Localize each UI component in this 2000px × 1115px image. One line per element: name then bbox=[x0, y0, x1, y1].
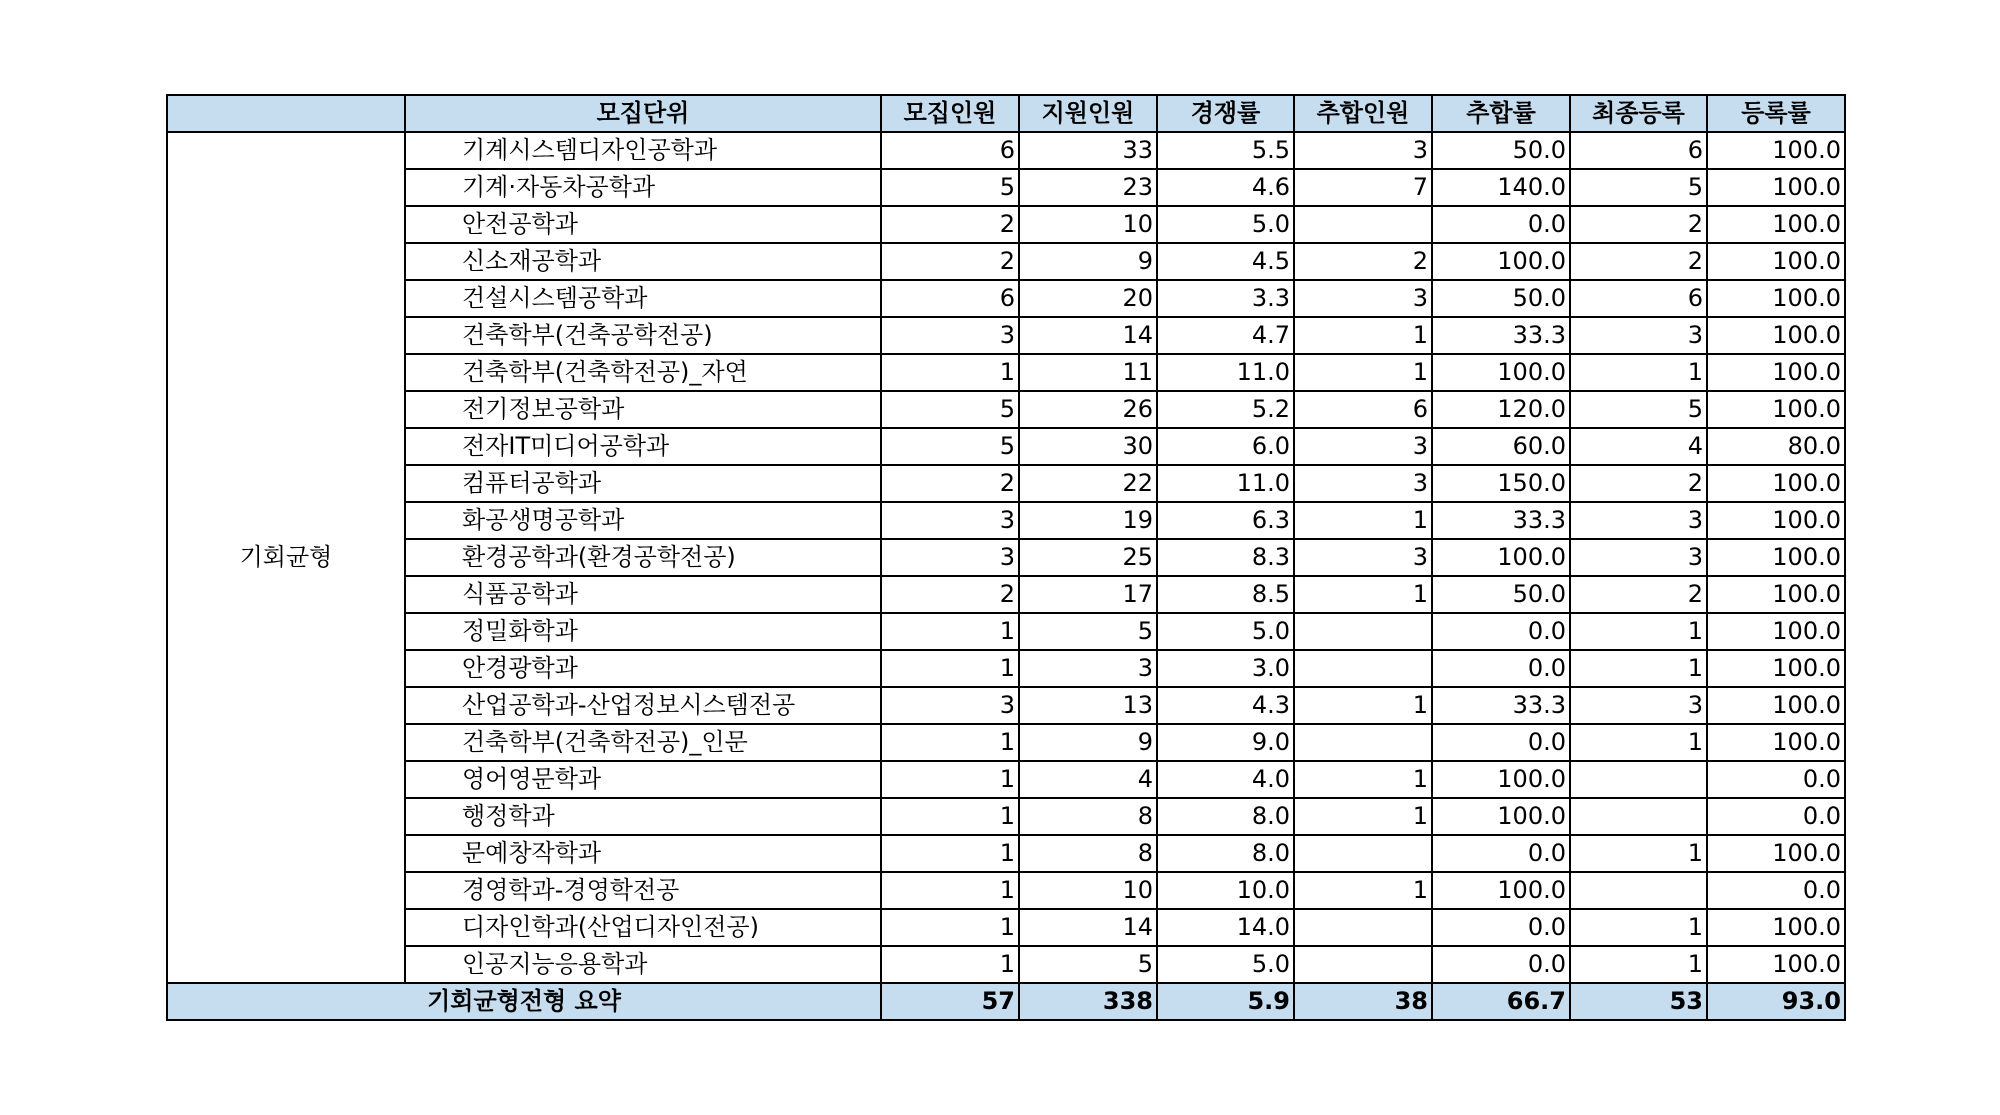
unit-name-cell: 건축학부(건축학전공)_인문 bbox=[405, 724, 881, 761]
header-cell-registration-rate: 등록률 bbox=[1707, 95, 1845, 132]
unit-name-cell: 문예창작학과 bbox=[405, 835, 881, 872]
value-cell: 1 bbox=[881, 835, 1019, 872]
value-cell: 100.0 bbox=[1707, 946, 1845, 983]
table-row bbox=[167, 872, 1845, 909]
summary-row bbox=[167, 983, 1845, 1020]
value-cell: 0.0 bbox=[1432, 909, 1570, 946]
value-cell: 11 bbox=[1019, 354, 1157, 391]
unit-name-cell: 건축학부(건축공학전공) bbox=[405, 317, 881, 354]
table-row bbox=[167, 317, 1845, 354]
value-cell: 11.0 bbox=[1157, 354, 1294, 391]
value-cell bbox=[1294, 613, 1432, 650]
value-cell: 33.3 bbox=[1432, 502, 1570, 539]
group-label-cell: 기회균형 bbox=[167, 132, 405, 983]
value-cell bbox=[1294, 835, 1432, 872]
value-cell: 0.0 bbox=[1707, 761, 1845, 798]
value-cell: 0.0 bbox=[1432, 650, 1570, 687]
value-cell: 8 bbox=[1019, 798, 1157, 835]
summary-cell: 53 bbox=[1570, 983, 1707, 1020]
value-cell: 10 bbox=[1019, 206, 1157, 243]
value-cell: 100.0 bbox=[1707, 613, 1845, 650]
value-cell: 8.3 bbox=[1157, 539, 1294, 576]
table-row bbox=[167, 576, 1845, 613]
value-cell: 120.0 bbox=[1432, 391, 1570, 428]
value-cell: 1 bbox=[1294, 354, 1432, 391]
unit-name-cell: 건축학부(건축학전공)_자연 bbox=[405, 354, 881, 391]
value-cell: 150.0 bbox=[1432, 465, 1570, 502]
value-cell: 0.0 bbox=[1432, 613, 1570, 650]
value-cell: 6 bbox=[1570, 132, 1707, 169]
table-body bbox=[167, 132, 1845, 983]
value-cell: 3 bbox=[1294, 428, 1432, 465]
unit-name-cell: 기계·자동차공학과 bbox=[405, 169, 881, 206]
value-cell: 2 bbox=[1570, 465, 1707, 502]
table-row bbox=[167, 502, 1845, 539]
value-cell: 5.2 bbox=[1157, 391, 1294, 428]
table-row bbox=[167, 798, 1845, 835]
value-cell: 1 bbox=[881, 909, 1019, 946]
unit-name-cell: 컴퓨터공학과 bbox=[405, 465, 881, 502]
value-cell: 2 bbox=[1570, 243, 1707, 280]
value-cell: 50.0 bbox=[1432, 132, 1570, 169]
summary-cell: 57 bbox=[881, 983, 1019, 1020]
unit-name-cell: 신소재공학과 bbox=[405, 243, 881, 280]
value-cell: 1 bbox=[1294, 872, 1432, 909]
value-cell: 3 bbox=[1570, 317, 1707, 354]
value-cell: 140.0 bbox=[1432, 169, 1570, 206]
value-cell: 50.0 bbox=[1432, 280, 1570, 317]
value-cell: 1 bbox=[881, 724, 1019, 761]
header-row bbox=[167, 95, 1845, 132]
unit-name-cell: 식품공학과 bbox=[405, 576, 881, 613]
table-row bbox=[167, 687, 1845, 724]
value-cell: 3 bbox=[1294, 539, 1432, 576]
value-cell: 100.0 bbox=[1432, 798, 1570, 835]
unit-name-cell: 산업공학과-산업정보시스템전공 bbox=[405, 687, 881, 724]
value-cell: 5 bbox=[1019, 946, 1157, 983]
value-cell: 17 bbox=[1019, 576, 1157, 613]
header-cell-additional-rate: 추합률 bbox=[1432, 95, 1570, 132]
table-row bbox=[167, 280, 1845, 317]
value-cell: 2 bbox=[1570, 576, 1707, 613]
value-cell: 1 bbox=[1294, 576, 1432, 613]
table-row bbox=[167, 354, 1845, 391]
value-cell: 23 bbox=[1019, 169, 1157, 206]
value-cell: 50.0 bbox=[1432, 576, 1570, 613]
value-cell: 1 bbox=[1570, 909, 1707, 946]
value-cell: 0.0 bbox=[1432, 724, 1570, 761]
unit-name-cell: 안전공학과 bbox=[405, 206, 881, 243]
value-cell: 5.0 bbox=[1157, 613, 1294, 650]
value-cell: 100.0 bbox=[1707, 576, 1845, 613]
value-cell: 6 bbox=[1570, 280, 1707, 317]
table-row bbox=[167, 835, 1845, 872]
value-cell: 80.0 bbox=[1707, 428, 1845, 465]
value-cell: 1 bbox=[1570, 613, 1707, 650]
value-cell: 10.0 bbox=[1157, 872, 1294, 909]
value-cell: 4.7 bbox=[1157, 317, 1294, 354]
unit-name-cell: 건설시스템공학과 bbox=[405, 280, 881, 317]
value-cell: 1 bbox=[1294, 317, 1432, 354]
value-cell bbox=[1294, 206, 1432, 243]
unit-name-cell: 화공생명공학과 bbox=[405, 502, 881, 539]
summary-label: 기회균형전형 요약 bbox=[167, 983, 881, 1020]
value-cell: 100.0 bbox=[1707, 502, 1845, 539]
value-cell: 100.0 bbox=[1707, 354, 1845, 391]
summary-cell: 66.7 bbox=[1432, 983, 1570, 1020]
value-cell: 9.0 bbox=[1157, 724, 1294, 761]
value-cell: 6 bbox=[881, 280, 1019, 317]
value-cell: 100.0 bbox=[1707, 835, 1845, 872]
value-cell: 60.0 bbox=[1432, 428, 1570, 465]
value-cell: 2 bbox=[881, 465, 1019, 502]
value-cell: 6.3 bbox=[1157, 502, 1294, 539]
value-cell: 1 bbox=[1294, 687, 1432, 724]
value-cell: 100.0 bbox=[1432, 354, 1570, 391]
value-cell: 4.6 bbox=[1157, 169, 1294, 206]
value-cell: 0.0 bbox=[1707, 798, 1845, 835]
value-cell: 3 bbox=[1570, 687, 1707, 724]
value-cell: 6 bbox=[1294, 391, 1432, 428]
summary-cell: 338 bbox=[1019, 983, 1157, 1020]
value-cell: 22 bbox=[1019, 465, 1157, 502]
value-cell: 33 bbox=[1019, 132, 1157, 169]
value-cell: 5 bbox=[1019, 613, 1157, 650]
value-cell: 7 bbox=[1294, 169, 1432, 206]
value-cell: 100.0 bbox=[1707, 650, 1845, 687]
value-cell: 10 bbox=[1019, 872, 1157, 909]
value-cell: 5.0 bbox=[1157, 946, 1294, 983]
value-cell: 1 bbox=[1294, 798, 1432, 835]
summary-cell: 93.0 bbox=[1707, 983, 1845, 1020]
table-row bbox=[167, 428, 1845, 465]
value-cell: 3 bbox=[1294, 132, 1432, 169]
value-cell: 3 bbox=[1570, 539, 1707, 576]
value-cell: 5.0 bbox=[1157, 206, 1294, 243]
header-cell-applicants: 지원인원 bbox=[1019, 95, 1157, 132]
value-cell: 1 bbox=[881, 761, 1019, 798]
value-cell: 100.0 bbox=[1432, 761, 1570, 798]
unit-name-cell: 경영학과-경영학전공 bbox=[405, 872, 881, 909]
table-row bbox=[167, 169, 1845, 206]
value-cell: 5.5 bbox=[1157, 132, 1294, 169]
unit-name-cell: 인공지능응용학과 bbox=[405, 946, 881, 983]
value-cell: 100.0 bbox=[1432, 539, 1570, 576]
unit-name-cell: 전자IT미디어공학과 bbox=[405, 428, 881, 465]
value-cell: 1 bbox=[1294, 502, 1432, 539]
value-cell: 2 bbox=[1570, 206, 1707, 243]
value-cell: 3 bbox=[1019, 650, 1157, 687]
value-cell: 4.0 bbox=[1157, 761, 1294, 798]
value-cell: 1 bbox=[1570, 835, 1707, 872]
value-cell: 100.0 bbox=[1707, 169, 1845, 206]
value-cell: 3 bbox=[1294, 465, 1432, 502]
value-cell: 3 bbox=[881, 539, 1019, 576]
value-cell: 100.0 bbox=[1707, 132, 1845, 169]
value-cell: 6 bbox=[881, 132, 1019, 169]
value-cell: 14 bbox=[1019, 909, 1157, 946]
value-cell: 9 bbox=[1019, 243, 1157, 280]
value-cell: 100.0 bbox=[1432, 243, 1570, 280]
value-cell: 2 bbox=[881, 576, 1019, 613]
unit-name-cell: 전기정보공학과 bbox=[405, 391, 881, 428]
value-cell: 1 bbox=[1294, 761, 1432, 798]
value-cell: 3 bbox=[881, 687, 1019, 724]
unit-name-cell: 디자인학과(산업디자인전공) bbox=[405, 909, 881, 946]
value-cell: 100.0 bbox=[1432, 872, 1570, 909]
header-cell-competition: 경쟁률 bbox=[1157, 95, 1294, 132]
table-row bbox=[167, 909, 1845, 946]
value-cell bbox=[1570, 798, 1707, 835]
summary-cell: 38 bbox=[1294, 983, 1432, 1020]
value-cell: 1 bbox=[881, 798, 1019, 835]
header-cell-group bbox=[167, 95, 405, 132]
value-cell: 1 bbox=[1570, 724, 1707, 761]
unit-name-cell: 행정학과 bbox=[405, 798, 881, 835]
value-cell: 8.0 bbox=[1157, 835, 1294, 872]
value-cell: 3 bbox=[881, 502, 1019, 539]
value-cell: 4.5 bbox=[1157, 243, 1294, 280]
value-cell: 19 bbox=[1019, 502, 1157, 539]
value-cell: 4 bbox=[1019, 761, 1157, 798]
table-row bbox=[167, 243, 1845, 280]
unit-name-cell: 영어영문학과 bbox=[405, 761, 881, 798]
header-cell-final-registered: 최종등록 bbox=[1570, 95, 1707, 132]
value-cell: 3.3 bbox=[1157, 280, 1294, 317]
value-cell: 1 bbox=[1570, 650, 1707, 687]
value-cell: 4 bbox=[1570, 428, 1707, 465]
table-row bbox=[167, 613, 1845, 650]
value-cell: 100.0 bbox=[1707, 909, 1845, 946]
value-cell bbox=[1570, 872, 1707, 909]
value-cell: 1 bbox=[1570, 354, 1707, 391]
value-cell: 14 bbox=[1019, 317, 1157, 354]
value-cell: 1 bbox=[881, 354, 1019, 391]
value-cell: 26 bbox=[1019, 391, 1157, 428]
admission-table bbox=[166, 94, 1846, 1021]
value-cell: 8.5 bbox=[1157, 576, 1294, 613]
value-cell bbox=[1294, 724, 1432, 761]
value-cell: 100.0 bbox=[1707, 206, 1845, 243]
value-cell: 3.0 bbox=[1157, 650, 1294, 687]
table-row bbox=[167, 650, 1845, 687]
unit-name-cell: 기계시스템디자인공학과 bbox=[405, 132, 881, 169]
value-cell bbox=[1294, 946, 1432, 983]
value-cell: 2 bbox=[881, 243, 1019, 280]
header-cell-quota: 모집인원 bbox=[881, 95, 1019, 132]
value-cell: 8.0 bbox=[1157, 798, 1294, 835]
value-cell: 14.0 bbox=[1157, 909, 1294, 946]
value-cell: 100.0 bbox=[1707, 724, 1845, 761]
unit-name-cell: 정밀화학과 bbox=[405, 613, 881, 650]
value-cell: 1 bbox=[1570, 946, 1707, 983]
unit-name-cell: 안경광학과 bbox=[405, 650, 881, 687]
summary-cell: 5.9 bbox=[1157, 983, 1294, 1020]
table-row bbox=[167, 946, 1845, 983]
header-cell-additional: 추합인원 bbox=[1294, 95, 1432, 132]
value-cell: 100.0 bbox=[1707, 539, 1845, 576]
value-cell: 5 bbox=[881, 169, 1019, 206]
value-cell: 0.0 bbox=[1432, 835, 1570, 872]
value-cell: 1 bbox=[881, 613, 1019, 650]
value-cell: 25 bbox=[1019, 539, 1157, 576]
value-cell: 3 bbox=[1294, 280, 1432, 317]
value-cell bbox=[1570, 761, 1707, 798]
value-cell: 3 bbox=[881, 317, 1019, 354]
value-cell: 4.3 bbox=[1157, 687, 1294, 724]
value-cell: 5 bbox=[881, 391, 1019, 428]
value-cell: 100.0 bbox=[1707, 687, 1845, 724]
value-cell: 20 bbox=[1019, 280, 1157, 317]
value-cell: 5 bbox=[881, 428, 1019, 465]
table-row bbox=[167, 724, 1845, 761]
table-row bbox=[167, 132, 1845, 169]
table-row bbox=[167, 761, 1845, 798]
value-cell: 30 bbox=[1019, 428, 1157, 465]
value-cell: 9 bbox=[1019, 724, 1157, 761]
value-cell: 2 bbox=[881, 206, 1019, 243]
value-cell: 1 bbox=[881, 650, 1019, 687]
value-cell: 100.0 bbox=[1707, 243, 1845, 280]
value-cell: 100.0 bbox=[1707, 391, 1845, 428]
value-cell: 0.0 bbox=[1432, 946, 1570, 983]
table-row bbox=[167, 539, 1845, 576]
value-cell: 100.0 bbox=[1707, 280, 1845, 317]
value-cell: 5 bbox=[1570, 391, 1707, 428]
table-row bbox=[167, 206, 1845, 243]
value-cell: 6.0 bbox=[1157, 428, 1294, 465]
value-cell: 0.0 bbox=[1432, 206, 1570, 243]
table-row bbox=[167, 465, 1845, 502]
value-cell: 11.0 bbox=[1157, 465, 1294, 502]
value-cell: 2 bbox=[1294, 243, 1432, 280]
value-cell: 0.0 bbox=[1707, 872, 1845, 909]
value-cell: 100.0 bbox=[1707, 317, 1845, 354]
unit-name-cell: 환경공학과(환경공학전공) bbox=[405, 539, 881, 576]
value-cell: 1 bbox=[881, 872, 1019, 909]
value-cell: 100.0 bbox=[1707, 465, 1845, 502]
value-cell: 33.3 bbox=[1432, 317, 1570, 354]
value-cell: 13 bbox=[1019, 687, 1157, 724]
header-cell-unit: 모집단위 bbox=[405, 95, 881, 132]
table-row bbox=[167, 391, 1845, 428]
value-cell bbox=[1294, 650, 1432, 687]
value-cell bbox=[1294, 909, 1432, 946]
value-cell: 8 bbox=[1019, 835, 1157, 872]
value-cell: 33.3 bbox=[1432, 687, 1570, 724]
value-cell: 5 bbox=[1570, 169, 1707, 206]
value-cell: 3 bbox=[1570, 502, 1707, 539]
value-cell: 1 bbox=[881, 946, 1019, 983]
